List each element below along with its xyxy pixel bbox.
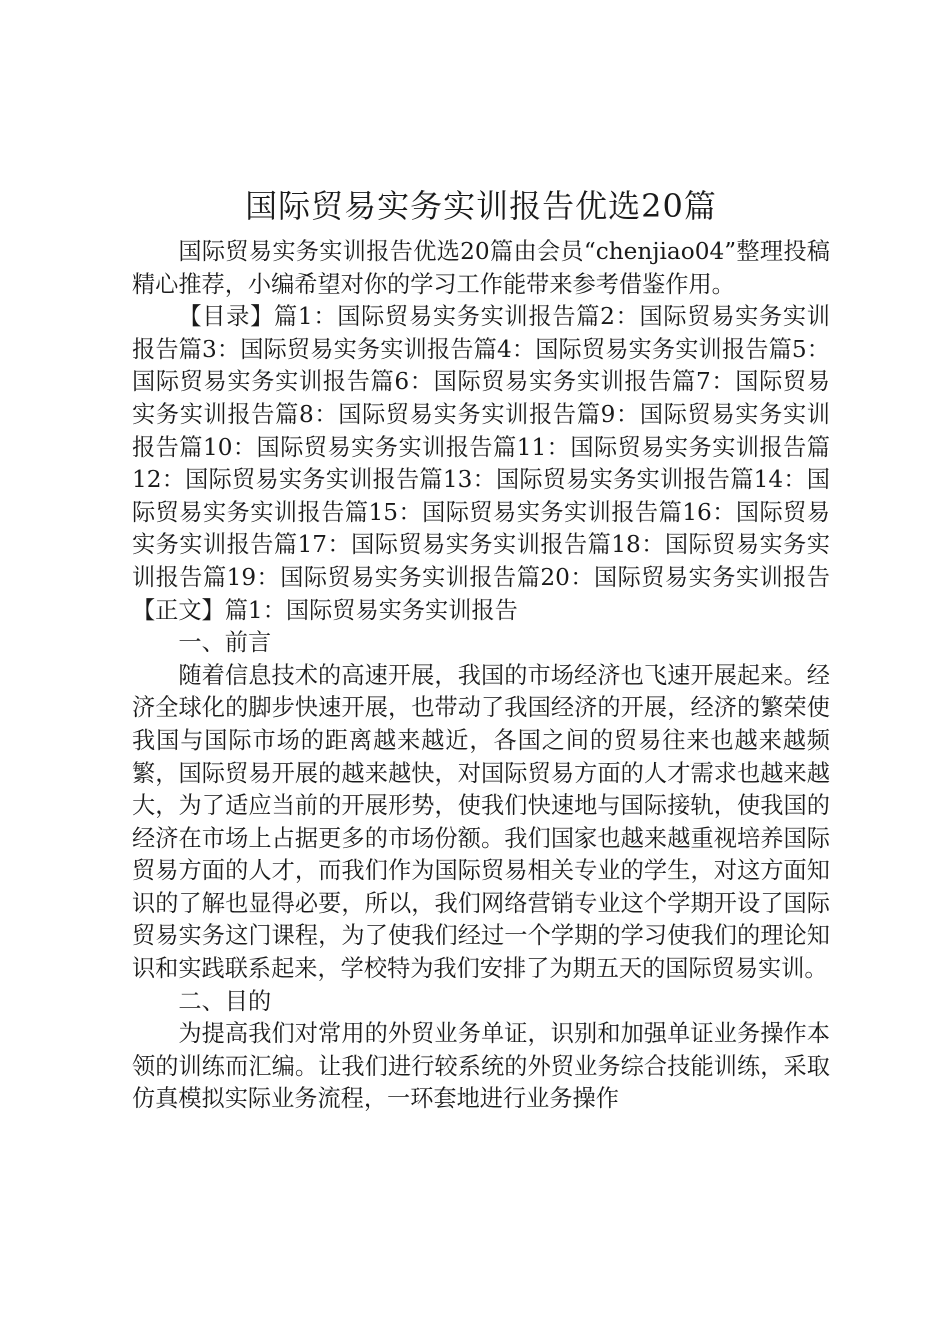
intro-paragraph: 国际贸易实务实训报告优选20篇由会员“chenjiao04”整理投稿精心推荐，小编希望对你的学习工作能带来参考借鉴作用。: [132, 238, 830, 298]
table-of-contents: 【目录】篇1：国际贸易实务实训报告篇2：国际贸易实务实训报告篇3：国际贸易实务实训报告篇4：国际贸易实务实训报告篇5：国际贸易实务实训报告篇6：国际贸易实务实训报告篇7：国际贸易实务实训报告篇8：国际贸易实务实训报告篇9：国际贸易实务实训报告篇10：国际贸易实务实训报告篇11：国际贸易实务实训报告篇12：国际贸易实务实训报告篇13：国际贸易实务实训报告篇14：国际贸易实务实训报告篇15：国际贸易实务实训报告篇16：国际贸易实务实训报告篇17：国际贸易实务实训报告篇18：国际贸易实务实训报告篇19：国际贸易实务实训报告篇20：国际贸易实务实训报告【正文】篇1：国际贸易实务实训报告: [132, 303, 830, 624]
section-heading-preface: 一、前言: [178, 629, 272, 657]
section-heading-purpose: 二、目的: [178, 987, 272, 1015]
document-page: [132, 180, 830, 1116]
document-title: 国际贸易实务实训报告优选20篇: [245, 187, 717, 225]
section-body-purpose: 为提高我们对常用的外贸业务单证，识别和加强单证业务操作本领的训练而汇编。让我们进行较系统的外贸业务综合技能训练，采取仿真模拟实际业务流程，一环套地进行业务操作: [132, 1020, 830, 1113]
section-body-preface: 随着信息技术的高速开展，我国的市场经济也飞速开展起来。经济全球化的脚步快速开展，也带动了我国经济的开展，经济的繁荣使我国与国际市场的距离越来越近，各国之间的贸易往来也越来越频繁，国际贸易开展的越来越快，对国际贸易方面的人才需求也越来越大，为了适应当前的开展形势，使我们快速地与国际接轨，使我国的经济在市场上占据更多的市场份额。我们国家也越来越重视培养国际贸易方面的人才，而我们作为国际贸易相关专业的学生，对这方面知识的了解也显得必要，所以，我们网络营销专业这个学期开设了国际贸易实务这门课程，为了使我们经过一个学期的学习使我们的理论知识和实践联系起来，学校特为我们安排了为期五天的国际贸易实训。: [132, 661, 830, 983]
